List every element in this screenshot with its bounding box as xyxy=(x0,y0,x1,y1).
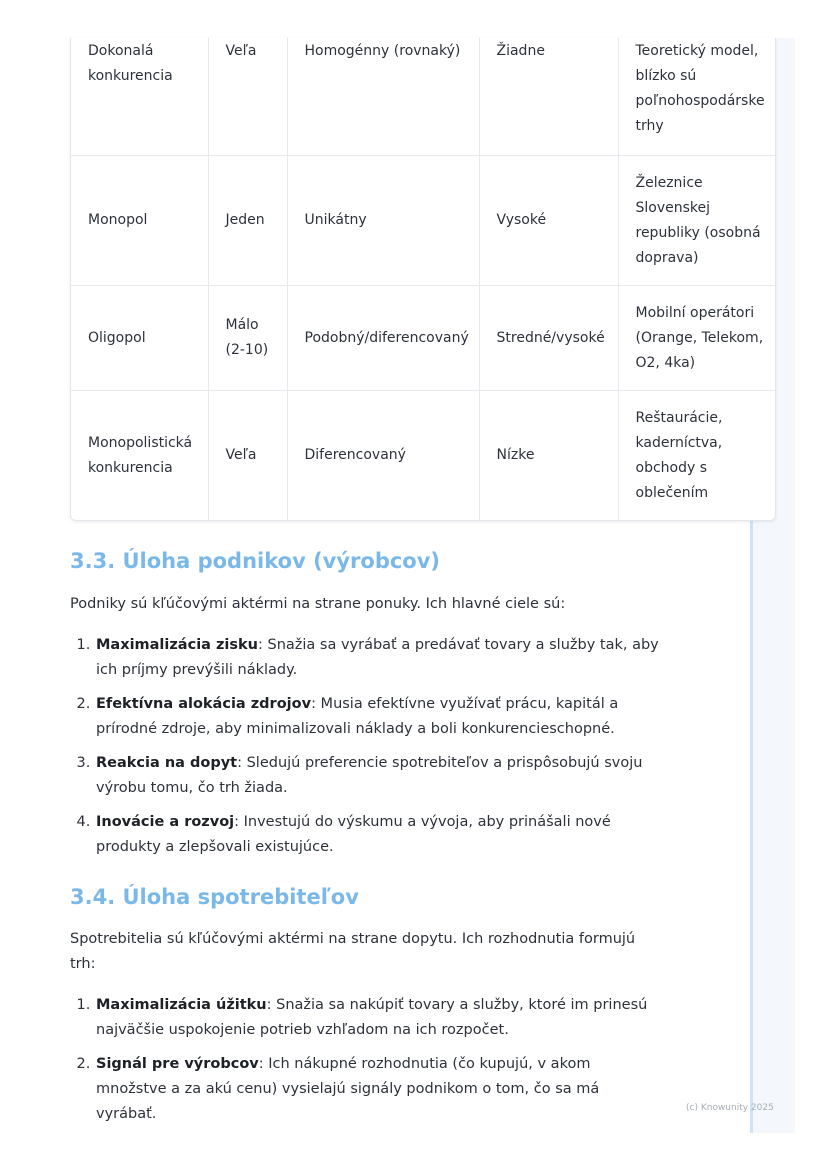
cell-count: Jeden xyxy=(208,156,287,286)
table-row xyxy=(71,156,776,286)
section-heading-producers: 3.3. Úloha podnikov (výrobcov) xyxy=(70,549,441,573)
list-item-text: : Snažia sa vyrábať a predávať tovary a služby tak, aby ich príjmy prevýšili náklady. xyxy=(96,637,659,678)
table-row xyxy=(71,38,776,156)
copyright-footer: (c) Knowunity 2025 xyxy=(686,1103,774,1113)
cell-barriers: Vysoké xyxy=(479,156,618,286)
cell-example: Reštaurácie, kaderníctva, obchody s oblečením xyxy=(635,409,723,501)
cell-type: Monopolistická konkurencia xyxy=(71,391,208,521)
document-page xyxy=(70,38,776,1127)
market-structures-table xyxy=(70,38,776,521)
list-item-text: : Investujú do výskumu a vývoja, aby prinášali nové produkty a zlepšovali existujúce. xyxy=(96,814,611,855)
section-intro-producers: Podniky sú kľúčovými aktérmi na strane ponuky. Ich hlavné ciele sú: xyxy=(70,596,566,612)
list-item-text: : Sledujú preferencie spotrebiteľov a prispôsobujú svoju výrobu tomu, čo trh žiada. xyxy=(96,755,643,796)
cell-example: Železnice Slovenskej republiky (osobná doprava) xyxy=(618,156,776,286)
list-item xyxy=(95,993,655,1043)
list-item-term: Maximalizácia zisku xyxy=(96,637,258,653)
cell-type: Monopol xyxy=(71,156,208,286)
list-item-term: Inovácie a rozvoj xyxy=(96,814,235,830)
list-item-term: Reakcia na dopyt xyxy=(96,755,238,771)
cell-product: Diferencovaný xyxy=(287,391,479,521)
list-item xyxy=(95,633,665,683)
table-row xyxy=(71,286,776,391)
list-item xyxy=(95,751,665,801)
cell-barriers: Žiadne xyxy=(479,38,618,156)
producers-goals-list xyxy=(70,633,665,860)
section-intro-consumers: Spotrebitelia sú kľúčovými aktérmi na strane dopytu. Ich rozhodnutia formujú trh: xyxy=(70,931,636,972)
consumers-roles-list xyxy=(70,993,655,1127)
cell-product: Podobný/diferencovaný xyxy=(287,286,479,391)
list-item xyxy=(95,810,665,860)
cell-example: Teoretický model, blízko sú poľnohospodárske trhy xyxy=(618,38,776,156)
cell-type: Dokonalá konkurencia xyxy=(71,38,208,156)
cell-count: Veľa xyxy=(208,391,287,521)
table-row xyxy=(71,391,776,521)
cell-count: Veľa xyxy=(208,38,287,156)
cell-barriers: Nízke xyxy=(479,391,618,521)
list-item xyxy=(95,692,665,742)
list-item xyxy=(95,1052,655,1127)
cell-product: Unikátny xyxy=(287,156,479,286)
cell-example: Mobilní operátori (Orange, Telekom, O2, 4ka) xyxy=(618,286,776,391)
list-item-term: Signál pre výrobcov xyxy=(96,1056,259,1072)
list-item-text: : Snažia sa nakúpiť tovary a služby, ktoré im prinesú najväčšie uspokojenie potrieb vzhľadom na ich rozpočet. xyxy=(96,997,648,1038)
list-item-term: Efektívna alokácia zdrojov xyxy=(96,696,312,712)
list-item-term: Maximalizácia úžitku xyxy=(96,997,267,1013)
cell-product: Homogénny (rovnaký) xyxy=(287,38,479,156)
list-item-text: : Musia efektívne využívať prácu, kapitál a prírodné zdroje, aby minimalizovali náklady a boli konkurencieschopné. xyxy=(96,696,619,737)
cell-barriers: Stredné/vysoké xyxy=(479,286,618,391)
list-item-text: : Ich nákupné rozhodnutia (čo kupujú, v akom množstve a za akú cenu) vysielajú signály podnikom o tom, čo sa má vyrábať. xyxy=(96,1056,600,1122)
section-heading-consumers: 3.4. Úloha spotrebiteľov xyxy=(70,885,359,909)
cell-count: Málo (2-10) xyxy=(208,286,287,391)
cell-type: Oligopol xyxy=(71,286,208,391)
